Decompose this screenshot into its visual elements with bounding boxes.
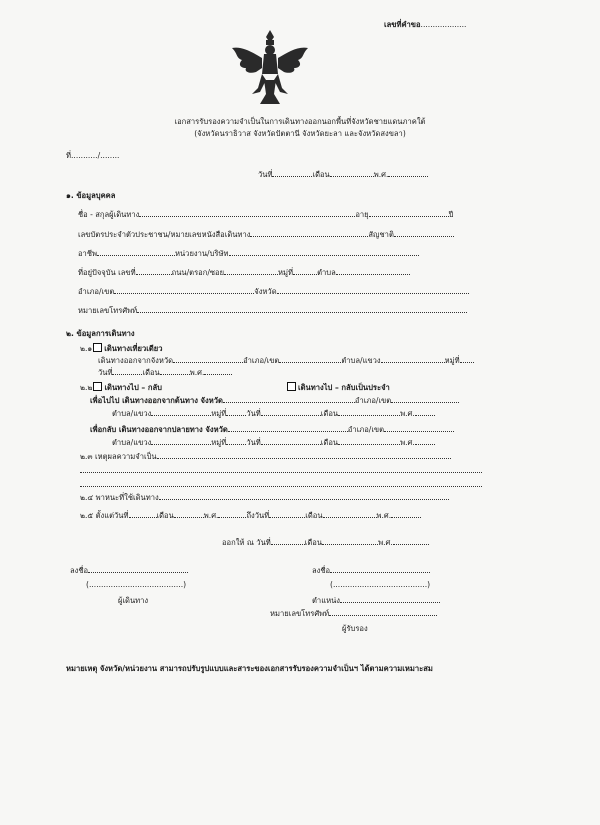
official-phone-row — [270, 609, 437, 619]
period-row — [80, 511, 421, 521]
traveler-sign-label: ลงชื่อ — [70, 566, 89, 575]
go-from-label: เพื่อไปไป เดินทางออกจากต้นทาง จังหวัด — [90, 396, 223, 405]
road-label: ถนน/ตรอก/ซอย — [171, 268, 225, 277]
traveler-sign-row — [70, 566, 188, 576]
name-row — [78, 210, 453, 220]
reason-line-3[interactable] — [80, 478, 482, 487]
certifier-caption: ผู้รับรอง — [342, 624, 368, 633]
district-row — [78, 287, 469, 297]
return-month-field[interactable] — [338, 444, 400, 445]
workplace-label: หน่วยงาน/บริษัท — [174, 249, 229, 258]
garuda-emblem-icon — [228, 28, 312, 106]
go-province-field[interactable] — [223, 402, 355, 403]
return-moo-field[interactable] — [226, 444, 246, 445]
round-trip-label: เดินทางไป – กลับ — [104, 383, 162, 392]
vehicle-label: ๒.๔ พาหนะที่ใช้เดินทาง — [80, 493, 159, 502]
section-1-heading: ๑. ข้อมูลบุคคล — [66, 191, 116, 200]
issued-year-label: พ.ศ. — [378, 538, 393, 547]
name-label: ชื่อ - สกุลผู้เดินทาง — [78, 210, 140, 219]
go-month-label: เดือน — [320, 409, 339, 418]
official-sign-label: ลงชื่อ — [312, 566, 331, 575]
go-month-field[interactable] — [338, 415, 400, 416]
nationality-field[interactable] — [394, 236, 454, 237]
period-start-year-label: พ.ศ. — [203, 511, 219, 520]
one-way-year-label: พ.ศ. — [189, 368, 205, 377]
reason-field[interactable] — [157, 458, 451, 459]
workplace-field[interactable] — [229, 255, 419, 256]
request-number — [384, 20, 466, 30]
issued-month-label: เดือน — [304, 538, 323, 547]
date-month-field[interactable] — [330, 176, 374, 177]
address-label: ที่อยู่ปัจจุบัน เลขที่ — [78, 268, 136, 277]
traveler-name-field[interactable]: (.......................................) — [86, 580, 187, 589]
return-amphoe-field[interactable] — [384, 431, 454, 432]
date-day-label: วันที่ — [258, 170, 273, 179]
traveler-caption: ผู้เดินทาง — [118, 596, 149, 605]
date-month-label: เดือน — [312, 170, 330, 179]
return-day-label: วันที่ — [246, 438, 261, 447]
occupation-field[interactable] — [97, 255, 175, 256]
reference-field[interactable]: .........../........ — [71, 151, 120, 160]
depart-moo-label: หมู่ที่ — [444, 356, 460, 365]
one-way-label: เดินทางเที่ยวเดียว — [104, 344, 163, 353]
return-moo-label: หมู่ที่ — [211, 438, 227, 447]
period-end-year-field[interactable] — [391, 517, 421, 518]
phone-label: หมายเลขโทรศัพท์ — [78, 306, 138, 315]
official-position-field[interactable] — [340, 602, 440, 603]
return-amphoe-label: อำเภอ/เขต — [347, 425, 385, 434]
depart-tambon-field[interactable] — [381, 362, 445, 363]
period-start-month-field[interactable] — [174, 517, 204, 518]
go-day-label: วันที่ — [246, 409, 261, 418]
go-tambon-field[interactable] — [151, 415, 211, 416]
go-amphoe-label: อำเภอ/เขต — [354, 396, 392, 405]
return-year-field[interactable] — [415, 444, 435, 445]
document-title: เอกสารรับรองความจำเป็นในการเดินทางออกนอกพื้นที่จังหวัดชายแดนภาคใต้ — [174, 117, 426, 126]
nationality-label: สัญชาติ — [368, 230, 394, 239]
reference-number — [66, 151, 119, 161]
tambon-field[interactable] — [336, 274, 410, 275]
return-province-field[interactable] — [228, 431, 348, 432]
province-label: จังหวัด — [254, 287, 277, 296]
footnote: หมายเหตุ จังหวัด/หน่วยงาน สามารถปรับรูปแบบและสาระของเอกสารรับรองความจำเป็นฯ ได้ตามความเหมาะสม — [66, 664, 433, 673]
road-field[interactable] — [224, 274, 278, 275]
moo-field[interactable] — [293, 274, 317, 275]
option-2-1 — [80, 343, 163, 354]
option-2-2-number: ๒.๒ — [80, 383, 93, 392]
return-detail-row — [112, 438, 435, 448]
vehicle-field[interactable] — [159, 499, 449, 500]
reason-label: ๒.๓ เหตุผลความจำเป็น — [80, 452, 157, 461]
depart-province-field[interactable] — [173, 362, 243, 363]
official-position-row — [312, 596, 440, 606]
one-way-checkbox[interactable] — [93, 343, 102, 352]
one-way-route-row — [98, 356, 474, 366]
period-start-label: ๒.๕ ตั้งแต่วันที่ — [80, 511, 129, 520]
depart-amphoe-label: อำเภอ/เขต — [243, 356, 280, 365]
return-day-field[interactable] — [261, 444, 321, 445]
go-moo-label: หมู่ที่ — [211, 409, 227, 418]
id-label: เลขบัตรประจำตัวประชาชน/หมายเลขหนังสือเดินทาง — [78, 230, 251, 239]
phone-row — [78, 306, 467, 316]
name-field[interactable] — [139, 216, 355, 217]
return-tambon-field[interactable] — [151, 444, 211, 445]
regular-trip-option — [286, 382, 390, 393]
go-moo-field[interactable] — [226, 415, 246, 416]
reason-row — [80, 452, 451, 462]
section-2-heading: ๒. ข้อมูลการเดินทาง — [66, 329, 135, 338]
issued-date-row — [222, 538, 429, 548]
occupation-label: อาชีพ — [78, 249, 97, 258]
official-sign-row — [312, 566, 430, 576]
go-detail-row — [112, 409, 435, 419]
depart-tambon-label: ตำบล/แขวง — [341, 356, 381, 365]
round-trip-checkbox[interactable] — [93, 382, 102, 391]
one-way-day-label: วันที่ — [98, 368, 113, 377]
issued-day-field[interactable] — [271, 544, 305, 545]
occupation-row — [78, 249, 419, 259]
return-tambon-label: ตำบล/แขวง — [112, 438, 152, 447]
issued-month-field[interactable] — [322, 544, 378, 545]
house-no-field[interactable] — [136, 274, 172, 275]
one-way-month-label: เดือน — [142, 368, 160, 377]
official-phone-label: หมายเลขโทรศัพท์ — [270, 609, 330, 618]
age-label: อายุ — [355, 210, 369, 219]
go-year-field[interactable] — [415, 415, 435, 416]
option-2-2 — [80, 382, 162, 393]
vehicle-row — [80, 493, 449, 503]
period-end-month-field[interactable] — [323, 517, 377, 518]
official-name-field[interactable]: (.......................................) — [330, 580, 431, 589]
issued-label: ออกให้ ณ วันที่ — [222, 538, 271, 547]
one-way-year-field[interactable] — [204, 374, 232, 375]
period-start-month-label: เดือน — [156, 511, 174, 520]
official-signature-field[interactable] — [330, 572, 430, 573]
official-phone-field[interactable] — [329, 615, 437, 616]
depart-moo-field[interactable] — [460, 362, 474, 363]
amphoe-label: อำเภอ/เขต — [78, 287, 115, 296]
id-field[interactable] — [250, 236, 368, 237]
return-month-label: เดือน — [320, 438, 339, 447]
go-year-label: พ.ศ. — [400, 409, 415, 418]
age-unit: ปี — [448, 210, 454, 219]
period-start-day-field[interactable] — [129, 517, 157, 518]
date-year-label: พ.ศ. — [373, 170, 389, 179]
go-tambon-label: ตำบล/แขวง — [112, 409, 152, 418]
date-day-field[interactable] — [272, 176, 312, 177]
return-from-label: เพื่อกลับ เดินทางออกจากปลายทาง จังหวัด — [90, 425, 228, 434]
address-row — [78, 268, 410, 278]
period-end-label: ถึงวันที่ — [246, 511, 270, 520]
reason-line-2[interactable] — [80, 464, 482, 473]
moo-label: หมู่ที่ — [278, 268, 294, 277]
document-subtitle: (จังหวัดนราธิวาส จังหวัดปัตตานี จังหวัดยะลา และจังหวัดสงขลา) — [194, 129, 406, 138]
document-date — [258, 170, 428, 180]
return-year-label: พ.ศ. — [400, 438, 415, 447]
depart-province-label: เดินทางออกจากจังหวัด — [98, 356, 174, 365]
age-field[interactable] — [369, 216, 449, 217]
request-number-field[interactable]: ................... — [420, 20, 467, 29]
option-2-1-number: ๒.๑ — [80, 344, 93, 353]
id-row — [78, 230, 454, 240]
return-route-row — [90, 425, 454, 435]
province-field[interactable] — [277, 293, 469, 294]
period-end-day-field[interactable] — [269, 517, 305, 518]
go-amphoe-field[interactable] — [391, 402, 459, 403]
one-way-day-field[interactable] — [112, 374, 142, 375]
traveler-signature-field[interactable] — [88, 572, 188, 573]
request-number-label: เลขที่คำขอ — [384, 20, 421, 29]
go-day-field[interactable] — [261, 415, 321, 416]
depart-amphoe-field[interactable] — [279, 362, 341, 363]
one-way-month-field[interactable] — [160, 374, 190, 375]
period-end-year-label: พ.ศ. — [376, 511, 392, 520]
phone-field[interactable] — [137, 312, 467, 313]
one-way-date-row — [98, 368, 232, 378]
date-year-field[interactable] — [388, 176, 428, 177]
go-route-row — [90, 396, 459, 406]
official-position-label: ตำแหน่ง — [312, 596, 340, 605]
reference-label: ที่ — [66, 151, 72, 160]
tambon-label: ตำบล — [317, 268, 336, 277]
period-start-year-field[interactable] — [218, 517, 246, 518]
regular-trip-label: เดินทางไป – กลับเป็นประจำ — [298, 383, 390, 392]
regular-trip-checkbox[interactable] — [287, 382, 296, 391]
period-end-month-label: เดือน — [305, 511, 323, 520]
amphoe-field[interactable] — [114, 293, 254, 294]
issued-year-field[interactable] — [393, 544, 429, 545]
